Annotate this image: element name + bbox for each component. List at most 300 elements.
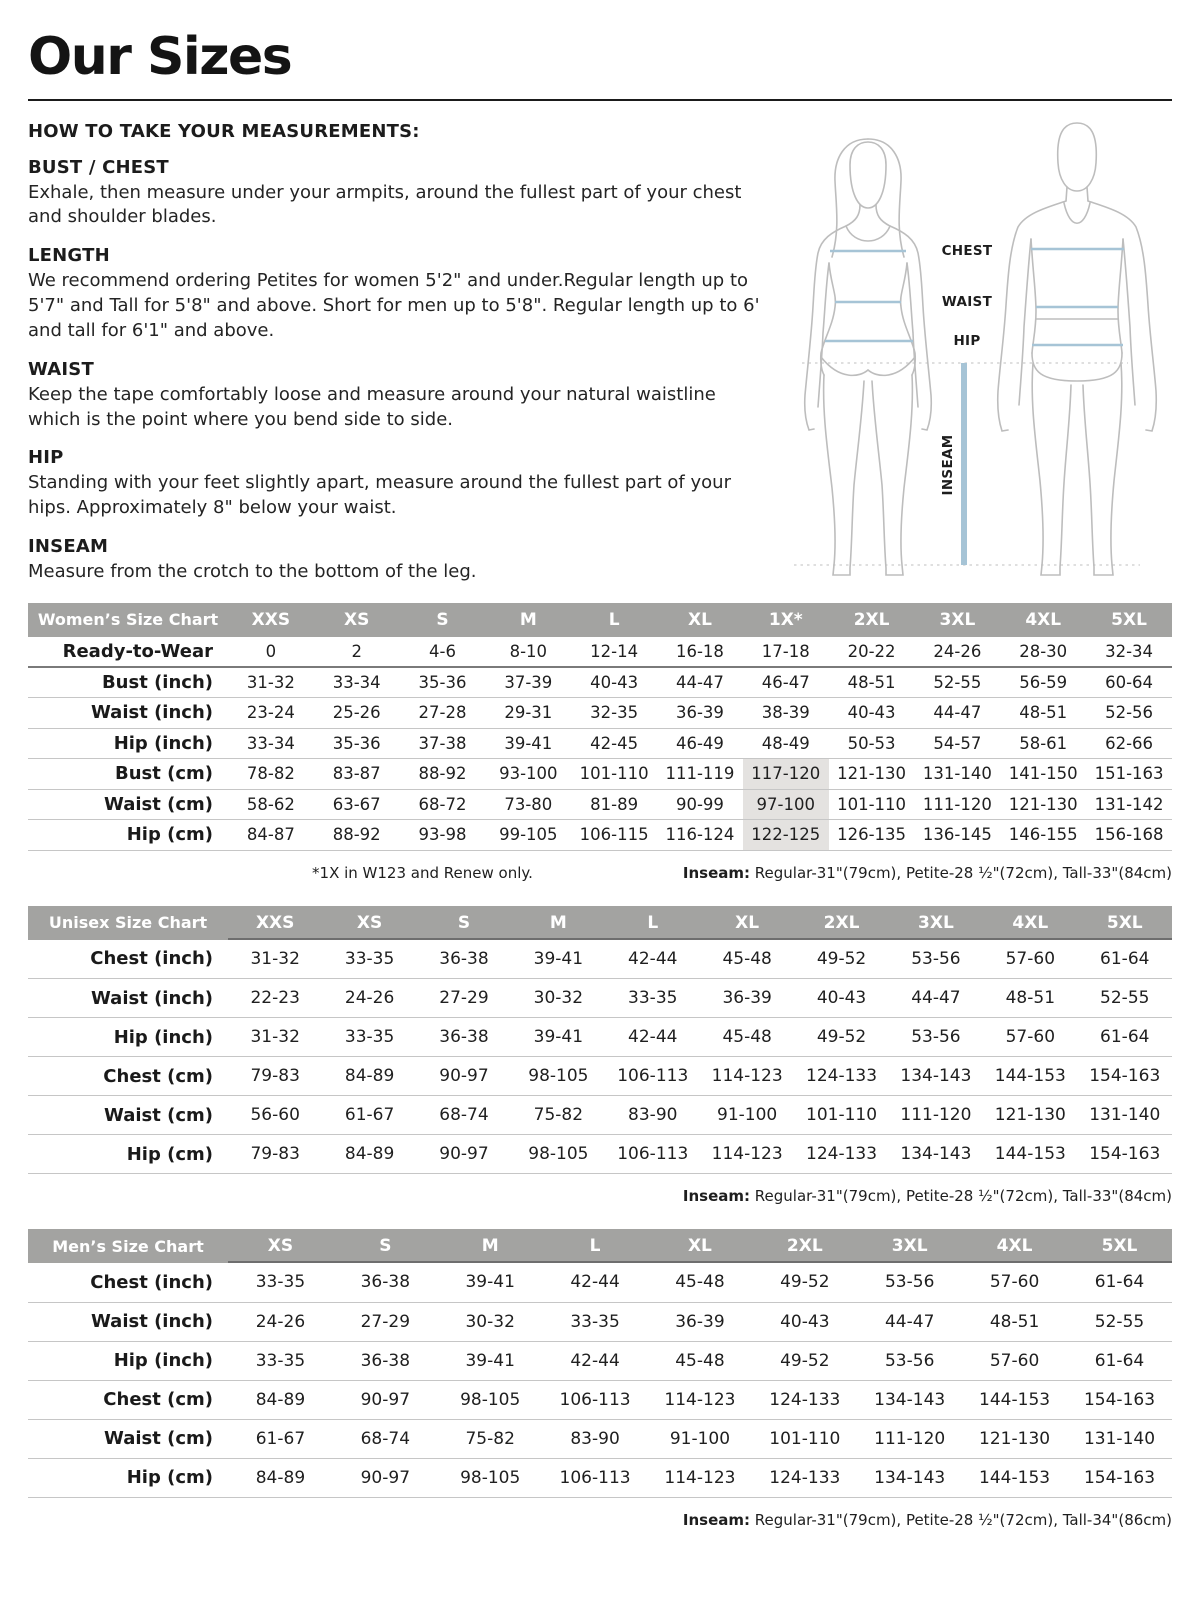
size-cell: 32-34 (1086, 637, 1172, 668)
guide-section-heading: BUST / CHEST (28, 156, 169, 178)
size-cell: 48-51 (1000, 698, 1086, 729)
womens-size-chart (28, 603, 1172, 851)
size-cell: 136-145 (915, 820, 1001, 851)
size-cell: 20-22 (829, 637, 915, 668)
size-column-header: 2XL (829, 603, 915, 637)
size-cell: 24-26 (228, 1302, 333, 1341)
size-cell: 97-100 (743, 789, 829, 820)
table-row (28, 1380, 1172, 1419)
size-cell: 146-155 (1000, 820, 1086, 851)
size-cell: 31-32 (228, 1018, 322, 1057)
size-cell: 37-38 (400, 728, 486, 759)
guide-section-body: Exhale, then measure under your armpits, around the fullest part of your chest and shoulder blades. (28, 181, 742, 228)
size-cell: 36-39 (700, 979, 794, 1018)
size-cell: 61-64 (1078, 940, 1172, 979)
title-divider (28, 99, 1172, 101)
size-cell: 16-18 (657, 637, 743, 668)
row-label: Chest (cm) (28, 1057, 228, 1096)
size-cell: 44-47 (857, 1302, 962, 1341)
size-cell: 98-105 (511, 1135, 605, 1174)
size-cell: 106-113 (543, 1458, 648, 1497)
size-cell: 54-57 (915, 728, 1001, 759)
size-cell: 30-32 (438, 1302, 543, 1341)
size-cell: 46-47 (743, 667, 829, 698)
size-cell: 33-35 (228, 1263, 333, 1302)
size-cell: 2 (314, 637, 400, 668)
size-cell: 49-52 (794, 1018, 888, 1057)
size-column-header: 5XL (1086, 603, 1172, 637)
size-cell: 40-43 (752, 1302, 857, 1341)
size-cell: 56-59 (1000, 667, 1086, 698)
size-cell: 45-48 (700, 940, 794, 979)
size-cell: 90-99 (657, 789, 743, 820)
guide-section-heading: INSEAM (28, 536, 109, 558)
size-cell: 36-38 (333, 1341, 438, 1380)
table-row (28, 1057, 1172, 1096)
row-label: Waist (cm) (28, 1096, 228, 1135)
size-cell: 90-97 (417, 1135, 511, 1174)
size-cell: 88-92 (400, 759, 486, 790)
size-cell: 49-52 (752, 1263, 857, 1302)
size-column-header: M (485, 603, 571, 637)
size-cell: 124-133 (752, 1380, 857, 1419)
size-cell: 40-43 (571, 667, 657, 698)
size-cell: 49-52 (752, 1341, 857, 1380)
size-cell: 29-31 (485, 698, 571, 729)
size-cell: 83-87 (314, 759, 400, 790)
size-column-header: S (400, 603, 486, 637)
size-column-header: XXS (228, 906, 322, 940)
size-cell: 134-143 (889, 1057, 983, 1096)
size-cell: 84-87 (228, 820, 314, 851)
table-row (28, 1263, 1172, 1302)
size-cell: 27-28 (400, 698, 486, 729)
row-label: Ready-to-Wear (28, 637, 228, 668)
size-cell: 45-48 (648, 1341, 753, 1380)
size-cell: 36-39 (648, 1302, 753, 1341)
size-cell: 101-110 (829, 789, 915, 820)
guide-section-body: Keep the tape comfortably loose and measure around your natural waistline which is the point where you bend side to side. (28, 383, 716, 430)
size-column-header: XS (322, 906, 416, 940)
waist-label: WAIST (941, 293, 993, 310)
size-cell: 36-38 (417, 1018, 511, 1057)
size-cell: 61-64 (1078, 1018, 1172, 1057)
size-cell: 56-60 (228, 1096, 322, 1135)
size-cell: 93-100 (485, 759, 571, 790)
size-cell: 33-34 (228, 728, 314, 759)
size-cell: 39-41 (511, 940, 605, 979)
size-cell: 111-119 (657, 759, 743, 790)
size-column-header: M (438, 1229, 543, 1263)
table-footnotes (28, 864, 1172, 882)
table-row (28, 1419, 1172, 1458)
size-cell: 81-89 (571, 789, 657, 820)
size-cell: 57-60 (983, 1018, 1077, 1057)
size-column-header: S (333, 1229, 438, 1263)
row-label: Hip (inch) (28, 1341, 228, 1380)
size-cell: 75-82 (438, 1419, 543, 1458)
size-cell: 90-97 (333, 1458, 438, 1497)
size-cell: 106-113 (543, 1380, 648, 1419)
table-row (28, 667, 1172, 698)
guide-section-heading: LENGTH (28, 245, 110, 267)
table-row (28, 789, 1172, 820)
size-cell: 93-98 (400, 820, 486, 851)
size-cell: 33-35 (543, 1302, 648, 1341)
size-column-header: 4XL (962, 1229, 1067, 1263)
body-measurement-diagram (780, 113, 1172, 585)
size-cell: 36-38 (417, 940, 511, 979)
guide-section-heading: HIP (28, 447, 64, 469)
size-column-header: 3XL (889, 906, 983, 940)
size-cell: 33-35 (606, 979, 700, 1018)
table-row (28, 1096, 1172, 1135)
guide-section-heading: WAIST (28, 358, 94, 380)
size-cell: 154-163 (1078, 1057, 1172, 1096)
size-cell: 33-35 (322, 1018, 416, 1057)
size-column-header: S (417, 906, 511, 940)
guide-section-body: Measure from the crotch to the bottom of the leg. (28, 561, 477, 583)
row-label: Hip (cm) (28, 1458, 228, 1497)
row-label: Waist (inch) (28, 979, 228, 1018)
size-column-header: 2XL (794, 906, 888, 940)
size-column-header: XS (228, 1229, 333, 1263)
size-column-header: M (511, 906, 605, 940)
row-label: Hip (inch) (28, 1018, 228, 1057)
table-row (28, 728, 1172, 759)
size-cell: 131-142 (1086, 789, 1172, 820)
size-cell: 98-105 (511, 1057, 605, 1096)
size-cell: 131-140 (1078, 1096, 1172, 1135)
size-cell: 83-90 (606, 1096, 700, 1135)
size-cell: 90-97 (333, 1380, 438, 1419)
size-cell: 58-61 (1000, 728, 1086, 759)
how-to-heading: HOW TO TAKE YOUR MEASUREMENTS: (28, 120, 420, 142)
size-cell: 156-168 (1086, 820, 1172, 851)
size-cell: 39-41 (485, 728, 571, 759)
size-cell: 35-36 (314, 728, 400, 759)
size-tables (28, 603, 1172, 1529)
footnote-inseam: Inseam: Regular-31"(79cm), Petite-28 ½"(72cm), Tall-33"(84cm) (682, 863, 1172, 882)
size-cell: 60-64 (1086, 667, 1172, 698)
size-cell: 131-140 (915, 759, 1001, 790)
table-row (28, 637, 1172, 668)
table-row (28, 1018, 1172, 1057)
size-cell: 33-35 (228, 1341, 333, 1380)
size-cell: 25-26 (314, 698, 400, 729)
size-cell: 121-130 (962, 1419, 1067, 1458)
size-cell: 91-100 (700, 1096, 794, 1135)
table-row (28, 698, 1172, 729)
size-column-header: XL (700, 906, 794, 940)
size-cell: 45-48 (648, 1263, 753, 1302)
size-cell: 68-74 (333, 1419, 438, 1458)
unisex-size-chart-section (28, 906, 1172, 1206)
size-cell: 57-60 (983, 940, 1077, 979)
size-cell: 88-92 (314, 820, 400, 851)
size-cell: 84-89 (228, 1458, 333, 1497)
size-column-header: 5XL (1067, 1229, 1172, 1263)
size-cell: 144-153 (962, 1380, 1067, 1419)
size-cell: 58-62 (228, 789, 314, 820)
row-label: Hip (cm) (28, 820, 228, 851)
row-label: Chest (cm) (28, 1380, 228, 1419)
size-cell: 121-130 (829, 759, 915, 790)
row-label: Bust (cm) (28, 759, 228, 790)
size-cell: 48-51 (983, 979, 1077, 1018)
row-label: Waist (cm) (28, 1419, 228, 1458)
size-cell: 44-47 (915, 698, 1001, 729)
size-cell: 36-38 (333, 1263, 438, 1302)
size-cell: 42-44 (543, 1263, 648, 1302)
size-cell: 101-110 (752, 1419, 857, 1458)
mens-size-chart-section (28, 1229, 1172, 1529)
size-cell: 53-56 (857, 1263, 962, 1302)
size-cell: 151-163 (1086, 759, 1172, 790)
size-cell: 48-51 (962, 1302, 1067, 1341)
size-cell: 50-53 (829, 728, 915, 759)
size-cell: 111-120 (915, 789, 1001, 820)
mens-size-chart-title: Men’s Size Chart (28, 1229, 228, 1263)
table-row (28, 1341, 1172, 1380)
size-cell: 30-32 (511, 979, 605, 1018)
measurement-instructions (28, 121, 760, 585)
body-diagram-svg (780, 113, 1172, 585)
size-cell: 32-35 (571, 698, 657, 729)
size-cell: 131-140 (1067, 1419, 1172, 1458)
size-cell: 42-44 (606, 1018, 700, 1057)
size-cell: 144-153 (962, 1458, 1067, 1497)
size-column-header: 3XL (915, 603, 1001, 637)
size-column-header: 1X* (743, 603, 829, 637)
size-column-header: XL (657, 603, 743, 637)
size-cell: 106-113 (606, 1135, 700, 1174)
size-cell: 68-74 (417, 1096, 511, 1135)
size-cell: 154-163 (1078, 1135, 1172, 1174)
size-cell: 52-55 (915, 667, 1001, 698)
table-row (28, 1135, 1172, 1174)
row-label: Waist (cm) (28, 789, 228, 820)
table-row (28, 1458, 1172, 1497)
size-cell: 33-34 (314, 667, 400, 698)
measurement-guide (28, 121, 1172, 589)
size-cell: 45-48 (700, 1018, 794, 1057)
size-cell: 37-39 (485, 667, 571, 698)
size-cell: 61-67 (228, 1419, 333, 1458)
size-cell: 52-55 (1067, 1302, 1172, 1341)
size-cell: 42-44 (543, 1341, 648, 1380)
size-column-header: 5XL (1078, 906, 1172, 940)
table-row (28, 1302, 1172, 1341)
table-footnotes (28, 1187, 1172, 1205)
size-cell: 144-153 (983, 1135, 1077, 1174)
size-cell: 44-47 (889, 979, 983, 1018)
size-cell: 52-56 (1086, 698, 1172, 729)
table-row (28, 759, 1172, 790)
size-cell: 111-120 (889, 1096, 983, 1135)
row-label: Hip (inch) (28, 728, 228, 759)
size-cell: 53-56 (889, 940, 983, 979)
size-column-header: L (606, 906, 700, 940)
size-cell: 121-130 (1000, 789, 1086, 820)
size-cell: 33-35 (322, 940, 416, 979)
size-cell: 0 (228, 637, 314, 668)
footnote-inseam: Inseam: Regular-31"(79cm), Petite-28 ½"(72cm), Tall-34"(86cm) (682, 1510, 1172, 1529)
row-label: Waist (inch) (28, 698, 228, 729)
hip-label: HIP (953, 332, 981, 349)
woman-figure (805, 139, 932, 575)
size-cell: 53-56 (889, 1018, 983, 1057)
size-cell: 84-89 (322, 1057, 416, 1096)
size-cell: 114-123 (700, 1135, 794, 1174)
inseam-bar (961, 363, 967, 565)
table-footnotes (28, 1511, 1172, 1529)
unisex-size-chart (28, 906, 1172, 1175)
size-cell: 36-39 (657, 698, 743, 729)
page-title: Our Sizes (28, 27, 292, 87)
size-column-header: 3XL (857, 1229, 962, 1263)
size-cell: 61-64 (1067, 1263, 1172, 1302)
size-cell: 114-123 (648, 1458, 753, 1497)
size-cell: 8-10 (485, 637, 571, 668)
size-cell: 101-110 (571, 759, 657, 790)
size-cell: 90-97 (417, 1057, 511, 1096)
size-cell: 106-113 (606, 1057, 700, 1096)
size-column-header: 4XL (1000, 603, 1086, 637)
size-cell: 98-105 (438, 1458, 543, 1497)
size-column-header: L (543, 1229, 648, 1263)
size-cell: 27-29 (333, 1302, 438, 1341)
row-label: Chest (inch) (28, 1263, 228, 1302)
size-cell: 116-124 (657, 820, 743, 851)
row-label: Bust (inch) (28, 667, 228, 698)
size-column-header: XS (314, 603, 400, 637)
size-cell: 48-51 (829, 667, 915, 698)
size-cell: 62-66 (1086, 728, 1172, 759)
size-cell: 141-150 (1000, 759, 1086, 790)
size-cell: 53-56 (857, 1341, 962, 1380)
inseam-label: INSEAM (940, 434, 956, 496)
size-cell: 42-44 (606, 940, 700, 979)
womens-size-chart-title: Women’s Size Chart (28, 603, 228, 637)
size-cell: 83-90 (543, 1419, 648, 1458)
size-cell: 28-30 (1000, 637, 1086, 668)
row-label: Chest (inch) (28, 940, 228, 979)
size-cell: 101-110 (794, 1096, 888, 1135)
guide-section-body: Standing with your feet slightly apart, measure around the fullest part of your hips. Approximately 8" below your waist. (28, 472, 731, 519)
size-cell: 31-32 (228, 667, 314, 698)
size-cell: 121-130 (983, 1096, 1077, 1135)
size-cell: 39-41 (438, 1263, 543, 1302)
size-cell: 35-36 (400, 667, 486, 698)
size-cell: 124-133 (794, 1057, 888, 1096)
size-cell: 40-43 (794, 979, 888, 1018)
size-column-header: 4XL (983, 906, 1077, 940)
size-cell: 124-133 (794, 1135, 888, 1174)
row-label: Hip (cm) (28, 1135, 228, 1174)
size-cell: 49-52 (794, 940, 888, 979)
size-cell: 57-60 (962, 1263, 1067, 1302)
size-cell: 106-115 (571, 820, 657, 851)
size-cell: 134-143 (889, 1135, 983, 1174)
guide-sections (28, 157, 760, 585)
size-cell: 42-45 (571, 728, 657, 759)
row-label: Waist (inch) (28, 1302, 228, 1341)
size-cell: 17-18 (743, 637, 829, 668)
size-cell: 114-123 (700, 1057, 794, 1096)
size-cell: 61-67 (322, 1096, 416, 1135)
size-cell: 91-100 (648, 1419, 753, 1458)
size-cell: 78-82 (228, 759, 314, 790)
size-cell: 46-49 (657, 728, 743, 759)
womens-size-chart-section (28, 603, 1172, 882)
table-row (28, 820, 1172, 851)
size-cell: 61-64 (1067, 1341, 1172, 1380)
size-cell: 144-153 (983, 1057, 1077, 1096)
size-cell: 63-67 (314, 789, 400, 820)
size-cell: 44-47 (657, 667, 743, 698)
size-cell: 84-89 (228, 1380, 333, 1419)
size-cell: 40-43 (829, 698, 915, 729)
size-cell: 57-60 (962, 1341, 1067, 1380)
size-cell: 39-41 (438, 1341, 543, 1380)
size-column-header: XXS (228, 603, 314, 637)
size-cell: 23-24 (228, 698, 314, 729)
size-cell: 73-80 (485, 789, 571, 820)
size-cell: 24-26 (322, 979, 416, 1018)
size-column-header: 2XL (752, 1229, 857, 1263)
size-cell: 126-135 (829, 820, 915, 851)
size-cell: 154-163 (1067, 1380, 1172, 1419)
size-cell: 24-26 (915, 637, 1001, 668)
size-cell: 111-120 (857, 1419, 962, 1458)
footnote-inseam: Inseam: Regular-31"(79cm), Petite-28 ½"(72cm), Tall-33"(84cm) (682, 1187, 1172, 1206)
size-cell: 122-125 (743, 820, 829, 851)
size-cell: 12-14 (571, 637, 657, 668)
guide-section-body: We recommend ordering Petites for women 5'2" and under.Regular length up to 5'7" and Tall for 5'8" and above. Short for men up to 5'8". Regular length up to 6' and tall for 6'1" and above. (28, 270, 760, 341)
size-cell: 22-23 (228, 979, 322, 1018)
size-cell: 117-120 (743, 759, 829, 790)
size-cell: 99-105 (485, 820, 571, 851)
size-cell: 39-41 (511, 1018, 605, 1057)
size-cell: 38-39 (743, 698, 829, 729)
size-cell: 27-29 (417, 979, 511, 1018)
size-cell: 48-49 (743, 728, 829, 759)
size-column-header: XL (648, 1229, 753, 1263)
size-column-header: L (571, 603, 657, 637)
size-cell: 134-143 (857, 1380, 962, 1419)
size-cell: 31-32 (228, 940, 322, 979)
size-cell: 79-83 (228, 1135, 322, 1174)
unisex-size-chart-title: Unisex Size Chart (28, 906, 228, 940)
size-cell: 98-105 (438, 1380, 543, 1419)
mens-size-chart (28, 1229, 1172, 1498)
table-row (28, 979, 1172, 1018)
size-cell: 124-133 (752, 1458, 857, 1497)
size-cell: 52-55 (1078, 979, 1172, 1018)
size-cell: 134-143 (857, 1458, 962, 1497)
chest-label: CHEST (941, 242, 993, 259)
size-cell: 154-163 (1067, 1458, 1172, 1497)
size-cell: 84-89 (322, 1135, 416, 1174)
size-cell: 79-83 (228, 1057, 322, 1096)
size-cell: 68-72 (400, 789, 486, 820)
man-figure (998, 123, 1157, 575)
size-cell: 114-123 (648, 1380, 753, 1419)
size-cell: 75-82 (511, 1096, 605, 1135)
table-row (28, 940, 1172, 979)
footnote-1x-note: *1X in W123 and Renew only. (312, 863, 533, 882)
